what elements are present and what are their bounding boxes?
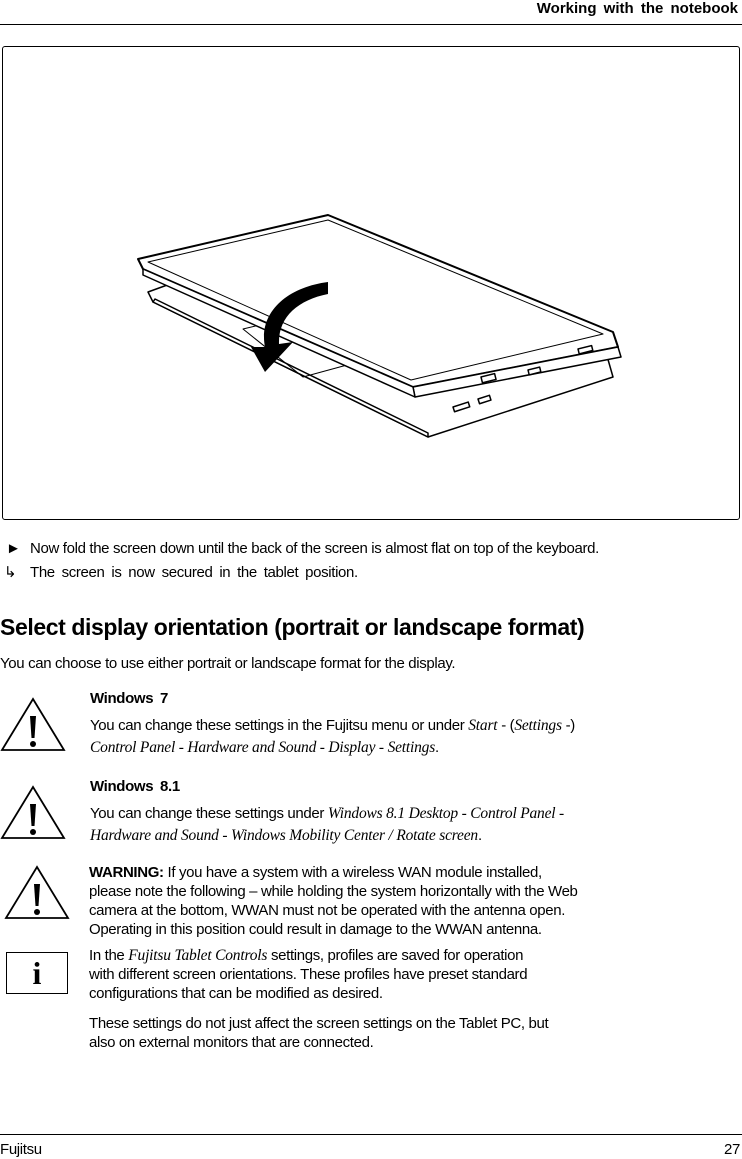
info-text-line: configurations that can be modified as desired. [89, 985, 383, 1002]
text: . [477, 827, 482, 844]
step-instruction: Now fold the screen down until the back of the screen is almost flat on top of the keyboard. [30, 540, 599, 557]
wwan-warning-line: camera at the bottom, WWAN must not be operated with the antenna open. [89, 902, 566, 919]
warning-triangle-icon [4, 864, 70, 920]
info-text-line: with different screen orientations. These profiles have preset standard [89, 966, 528, 983]
wwan-warning [89, 863, 542, 882]
wwan-warning-line: please note the following – while holding the system horizontally with the Web [89, 883, 578, 900]
text: In the [89, 947, 129, 964]
menu-path: Settings [514, 717, 562, 734]
footer-brand: Fujitsu [0, 1141, 42, 1158]
info-icon: i [6, 952, 68, 994]
note-text-windows7 [90, 716, 575, 735]
header-rule [0, 24, 742, 25]
menu-path: Hardware and Sound - Windows Mobility Center / Rotate screen [90, 827, 478, 844]
running-header: Working with the notebook [536, 0, 738, 17]
menu-path: Windows 8.1 Desktop - Control Panel - [327, 805, 565, 822]
warning-label: WARNING: [89, 864, 164, 881]
step-bullet-icon: ► [6, 540, 21, 557]
wwan-warning-line: Operating in this position could result in damage to the WWAN antenna. [89, 921, 542, 938]
section-heading: Select display orientation (portrait or landscape format) [0, 614, 585, 640]
section-intro: You can choose to use either portrait or landscape format for the display. [0, 655, 456, 672]
info-text-line: These settings do not just affect the screen settings on the Tablet PC, but [89, 1015, 549, 1032]
text: settings, profiles are saved for operation [267, 947, 524, 964]
text: If you have a system with a wireless WAN module installed, [163, 864, 542, 881]
figure-frame [2, 46, 740, 520]
info-text-line: also on external monitors that are connected. [89, 1034, 374, 1051]
step-result: The screen is now secured in the tablet position. [30, 564, 358, 581]
text: . [435, 739, 439, 756]
result-arrow-icon: ↳ [4, 564, 17, 581]
page-number: 27 [724, 1141, 740, 1158]
warning-triangle-icon [0, 696, 66, 752]
footer-rule [0, 1134, 742, 1135]
app-name: Fujitsu Tablet Controls [128, 947, 268, 964]
text: - ( [497, 717, 515, 734]
note-title-windows81: Windows 8.1 [90, 778, 180, 795]
note-text-windows81 [90, 804, 564, 823]
menu-path: Start [468, 717, 498, 734]
info-text [89, 946, 523, 965]
warning-triangle-icon [0, 784, 66, 840]
menu-path: Control Panel - Hardware and Sound - Display - Settings [90, 739, 436, 756]
laptop-folding-illustration [3, 47, 739, 519]
note-text-windows7-line2 [90, 738, 439, 757]
text: You can change these settings under [90, 805, 328, 822]
text: You can change these settings in the Fujitsu menu or under [90, 717, 469, 734]
text: -) [561, 717, 575, 734]
note-title-windows7: Windows 7 [90, 690, 169, 707]
note-text-windows81-line2 [90, 826, 482, 845]
